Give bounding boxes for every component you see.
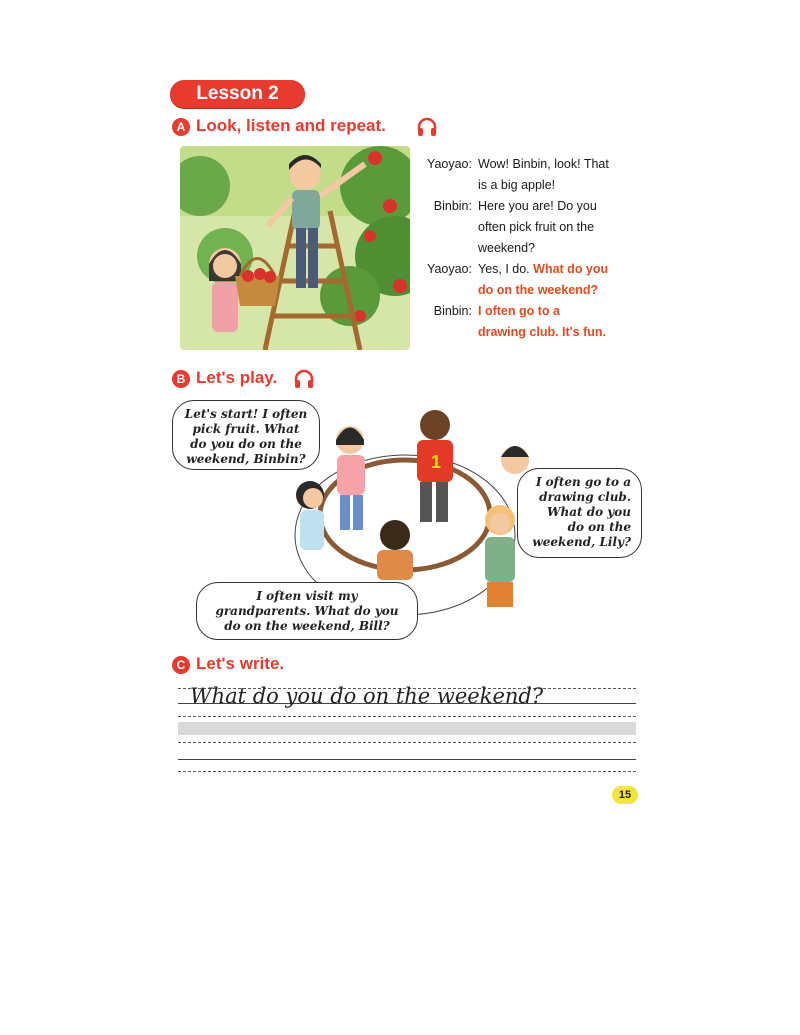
dialogue-text: Wow! Binbin, look! That: [478, 157, 609, 171]
writing-guide-line: [178, 742, 636, 743]
writing-guide-line: [178, 716, 636, 717]
section-b-title: Let's play.: [196, 368, 278, 387]
handwriting-sample: What do you do on the weekend?: [190, 684, 544, 708]
section-c-badge: C: [172, 656, 190, 674]
section-b-badge: B: [172, 370, 190, 388]
headphones-icon[interactable]: [416, 116, 438, 138]
dialogue-text: Here you are! Do you: [478, 199, 597, 213]
headphones-icon[interactable]: [293, 368, 315, 390]
dialogue-highlight: I often go to a: [478, 304, 560, 318]
dialogue-text: is a big apple!: [478, 178, 556, 192]
lesson-title: Lesson 2: [170, 80, 305, 108]
svg-text:1: 1: [431, 452, 442, 472]
dialogue-highlight: do on the weekend?: [478, 283, 599, 297]
speaker-binbin: Binbin:: [433, 304, 472, 318]
dialogue-text: weekend?: [478, 241, 535, 255]
speech-bubble-binbin-prompt: Let's start! I often pick fruit. What do you do on the weekend, Binbin?: [172, 400, 320, 470]
writing-shaded-band: [178, 722, 636, 735]
speaker-yaoyao: Yaoyao:: [427, 157, 472, 171]
speech-bubble-lily-prompt: I often go to a drawing club. What do you do on the weekend, Lily?: [517, 468, 642, 558]
section-a-badge: A: [172, 118, 190, 136]
apple-picking-illustration: [180, 146, 410, 350]
dialogue-text: [478, 259, 608, 280]
page-number: 15: [612, 786, 638, 804]
dialogue-plain: Yes, I do.: [478, 262, 530, 276]
section-c-title: Let's write.: [196, 654, 285, 673]
dialogue-highlight: What do you: [533, 262, 609, 276]
writing-guide-line: [178, 771, 636, 772]
writing-base-line: [178, 759, 636, 760]
dialogue-highlight: drawing club. It's fun.: [478, 325, 606, 339]
section-a-title: Look, listen and repeat.: [196, 116, 386, 135]
speaker-yaoyao: Yaoyao:: [427, 262, 472, 276]
speaker-binbin: Binbin:: [433, 199, 472, 213]
speech-bubble-bill-prompt: I often visit my grandparents. What do you do on the weekend, Bill?: [196, 582, 418, 640]
dialogue-text: often pick fruit on the: [478, 220, 595, 234]
